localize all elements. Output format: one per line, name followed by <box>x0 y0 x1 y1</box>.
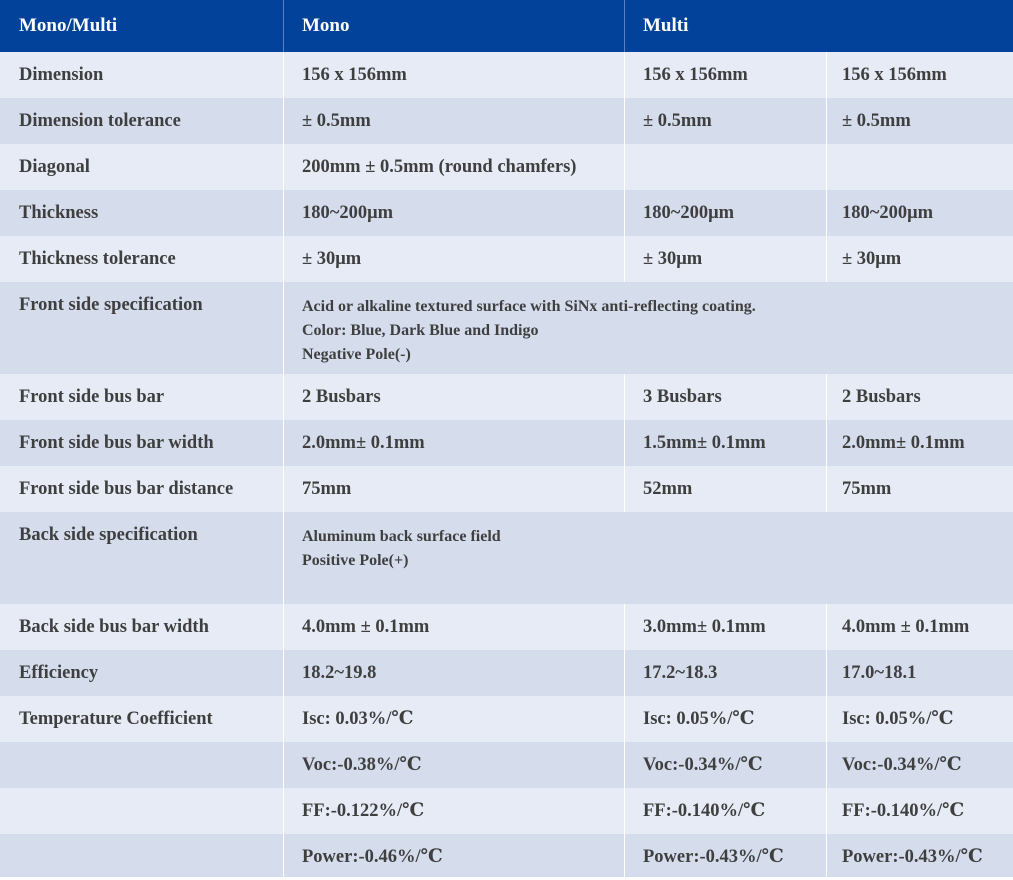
multi-a-value: 180~200μm <box>624 190 826 236</box>
row-label: Front side bus bar distance <box>19 479 234 499</box>
table-header <box>0 0 1013 52</box>
table-row-efficiency <box>0 650 1013 696</box>
table-row-diagonal <box>0 144 1013 190</box>
mono-value: Isc: 0.03%/℃ <box>283 696 624 742</box>
row-label: Efficiency <box>19 663 99 683</box>
multi-a-value: 3 Busbars <box>624 374 826 420</box>
mono-value: 2.0mm± 0.1mm <box>283 420 624 466</box>
table-row-temperature-coefficient-power <box>0 834 1013 877</box>
mono-value: ± 30μm <box>283 236 624 282</box>
spec-line: Aluminum back surface field <box>302 528 501 545</box>
table-row-front-side-bus-bar-width <box>0 420 1013 466</box>
multi-b-value: ± 0.5mm <box>826 98 1013 144</box>
multi-b-value: 180~200μm <box>826 190 1013 236</box>
multi-b-value: FF:-0.140%/℃ <box>826 788 1013 834</box>
multi-a-value: ± 30μm <box>624 236 826 282</box>
multi-b-value: 17.0~18.1 <box>826 650 1013 696</box>
multi-b-value: Power:-0.43%/℃ <box>826 834 1013 877</box>
multi-b-value: 2.0mm± 0.1mm <box>826 420 1013 466</box>
spec-line: Color: Blue, Dark Blue and Indigo <box>302 322 539 339</box>
row-label: Front side bus bar width <box>19 433 214 453</box>
table-row-dimension-tolerance <box>0 98 1013 144</box>
table-row-back-side-specification <box>0 512 1013 604</box>
row-label <box>0 742 283 788</box>
table-row-front-side-bus-bar-distance <box>0 466 1013 512</box>
multi-a-value: 3.0mm± 0.1mm <box>624 604 826 650</box>
row-label: Dimension tolerance <box>19 111 181 131</box>
row-label: Thickness <box>19 203 99 223</box>
table-row-temperature-coefficient-isc <box>0 696 1013 742</box>
multi-b-value: 156 x 156mm <box>826 52 1013 98</box>
spec-line: Positive Pole(+) <box>302 552 409 569</box>
table-row-temperature-coefficient-voc <box>0 742 1013 788</box>
table-row-thickness-tolerance <box>0 236 1013 282</box>
row-label: Back side specification <box>19 525 198 545</box>
row-label <box>0 788 283 834</box>
mono-value: 2 Busbars <box>283 374 624 420</box>
multi-a-value: Isc: 0.05%/℃ <box>624 696 826 742</box>
mono-value: 156 x 156mm <box>283 52 624 98</box>
multi-b-value: Isc: 0.05%/℃ <box>826 696 1013 742</box>
table-row-front-side-specification <box>0 282 1013 374</box>
row-label: Dimension <box>19 65 104 85</box>
multi-b-value: Voc:-0.34%/℃ <box>826 742 1013 788</box>
table-row-front-side-bus-bar <box>0 374 1013 420</box>
multi-a-value: 1.5mm± 0.1mm <box>624 420 826 466</box>
spec-text <box>283 512 1013 604</box>
mono-value: 4.0mm ± 0.1mm <box>283 604 624 650</box>
row-label: Back side bus bar width <box>19 617 209 637</box>
multi-a-value: Power:-0.43%/℃ <box>624 834 826 877</box>
table-row-back-side-bus-bar-width <box>0 604 1013 650</box>
spec-line: Negative Pole(-) <box>302 346 411 363</box>
header-mono-multi: Mono/Multi <box>19 15 118 36</box>
multi-b-value: ± 30μm <box>826 236 1013 282</box>
mono-value: 180~200μm <box>283 190 624 236</box>
mono-value: 200mm ± 0.5mm (round chamfers) <box>283 144 624 190</box>
mono-value: Power:-0.46%/℃ <box>283 834 624 877</box>
mono-value: 18.2~19.8 <box>283 650 624 696</box>
multi-b-value: 75mm <box>826 466 1013 512</box>
multi-a-value: ± 0.5mm <box>624 98 826 144</box>
multi-b-value <box>826 144 1013 190</box>
mono-value: ± 0.5mm <box>283 98 624 144</box>
mono-value: 75mm <box>283 466 624 512</box>
row-label <box>0 834 283 877</box>
mono-value: FF:-0.122%/℃ <box>283 788 624 834</box>
multi-a-value: Voc:-0.34%/℃ <box>624 742 826 788</box>
mono-value: Voc:-0.38%/℃ <box>283 742 624 788</box>
table-row-temperature-coefficient-ff <box>0 788 1013 834</box>
row-label: Front side specification <box>19 295 203 315</box>
row-label: Thickness tolerance <box>19 249 176 269</box>
multi-a-value: 17.2~18.3 <box>624 650 826 696</box>
multi-a-value: FF:-0.140%/℃ <box>624 788 826 834</box>
multi-b-value: 4.0mm ± 0.1mm <box>826 604 1013 650</box>
row-label: Temperature Coefficient <box>19 709 213 729</box>
spec-text <box>283 282 1013 374</box>
table-row-dimension <box>0 52 1013 98</box>
multi-a-value <box>624 144 826 190</box>
multi-a-value: 156 x 156mm <box>624 52 826 98</box>
row-label: Front side bus bar <box>19 387 165 407</box>
header-multi: Multi <box>624 0 1013 52</box>
multi-b-value: 2 Busbars <box>826 374 1013 420</box>
multi-a-value: 52mm <box>624 466 826 512</box>
spec-line: Acid or alkaline textured surface with SiNx anti-reflecting coating. <box>302 298 756 315</box>
row-label: Diagonal <box>19 157 90 177</box>
header-mono: Mono <box>283 0 624 52</box>
table-row-thickness <box>0 190 1013 236</box>
